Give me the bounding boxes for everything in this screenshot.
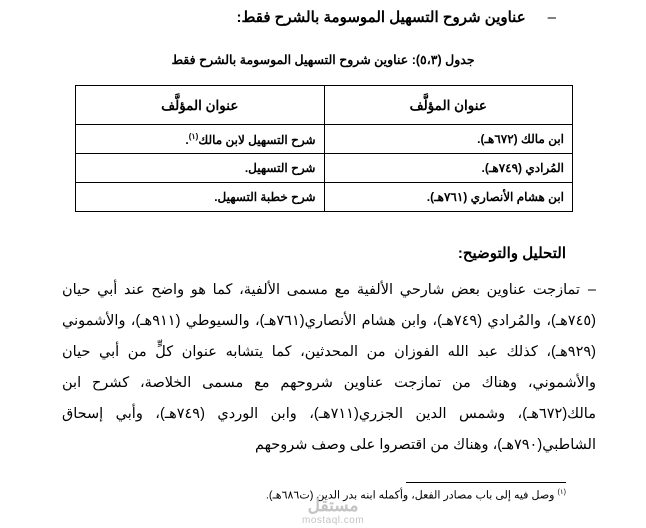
author-cell: المُرادي (٧٤٩هـ).	[324, 154, 573, 183]
footnote-divider	[406, 482, 566, 483]
work-cell: شرح التسهيل.	[76, 154, 325, 183]
watermark-latin: mostaql.com	[302, 515, 365, 526]
table-row	[76, 154, 573, 183]
table-row	[76, 125, 573, 154]
analysis-paragraph	[62, 275, 596, 461]
header-cell-author: عنوان المؤلَّف	[324, 86, 573, 125]
section-heading	[237, 8, 556, 26]
paragraph-text: تمازجت عناوين بعض شارحي الألفية مع مسمى الألفية، كما هو واضح عند أبي حيان (٧٤٥هـ)، والمُرادي (٧٤٩هـ)، وابن هشام الأنصاري(٧٦١هـ)، والسيوطي (٩١١هـ)، والأشموني (٩٢٩هـ)، كذلك عبد الله الفوزان من المحدثين، كما يتشابه عنوان كلٍّ من أبي حيان والأشموني، وهناك من تمازجت عناوين شروحهم مع مسمى الخلاصة، كشرح ابن مالك(٦٧٢هـ)، وشمس الدين الجزري(٧١١هـ)، وابن الوردي (٧٤٩هـ)، وأبي إسحاق الشاطبي(٧٩٠هـ)، وهناك من اقتصروا على وصف شروحهم	[62, 282, 596, 453]
work-cell: شرح التسهيل لابن مالك$^{(١)}$.	[76, 125, 325, 154]
author-cell: ابن مالك (٦٧٢هـ).	[324, 125, 573, 154]
analysis-title: التحليل والتوضيح:	[457, 245, 566, 262]
heading-text: عناوين شروح التسهيل الموسومة بالشرح فقط:	[236, 9, 526, 26]
bullet-dash: –	[587, 282, 596, 298]
author-cell: ابن هشام الأنصاري (٧٦١هـ).	[324, 183, 573, 212]
footnote-marker: (١)	[557, 489, 566, 496]
watermark-logo	[302, 497, 364, 526]
header-cell-work: عنوان المؤلَّف	[76, 86, 325, 125]
watermark-arabic: مستقل	[307, 496, 359, 515]
work-title: شرح التسهيل لابن مالك	[198, 132, 316, 147]
footnote-text: وصل فيه إلى باب مصادر الفعل، وأكمله ابنه بدر الدين (ت٦٨٦هـ).	[265, 489, 555, 502]
work-cell: شرح خطبة التسهيل.	[76, 183, 325, 212]
table-caption: جدول (٥،٣): عناوين شروح التسهيل الموسومة بالشرح فقط	[171, 53, 475, 67]
titles-table	[75, 85, 573, 212]
table-row	[76, 183, 573, 212]
heading-dash: –	[547, 9, 556, 26]
table-header-row	[76, 86, 573, 125]
footnote-ref[interactable]: (١)	[188, 131, 199, 141]
